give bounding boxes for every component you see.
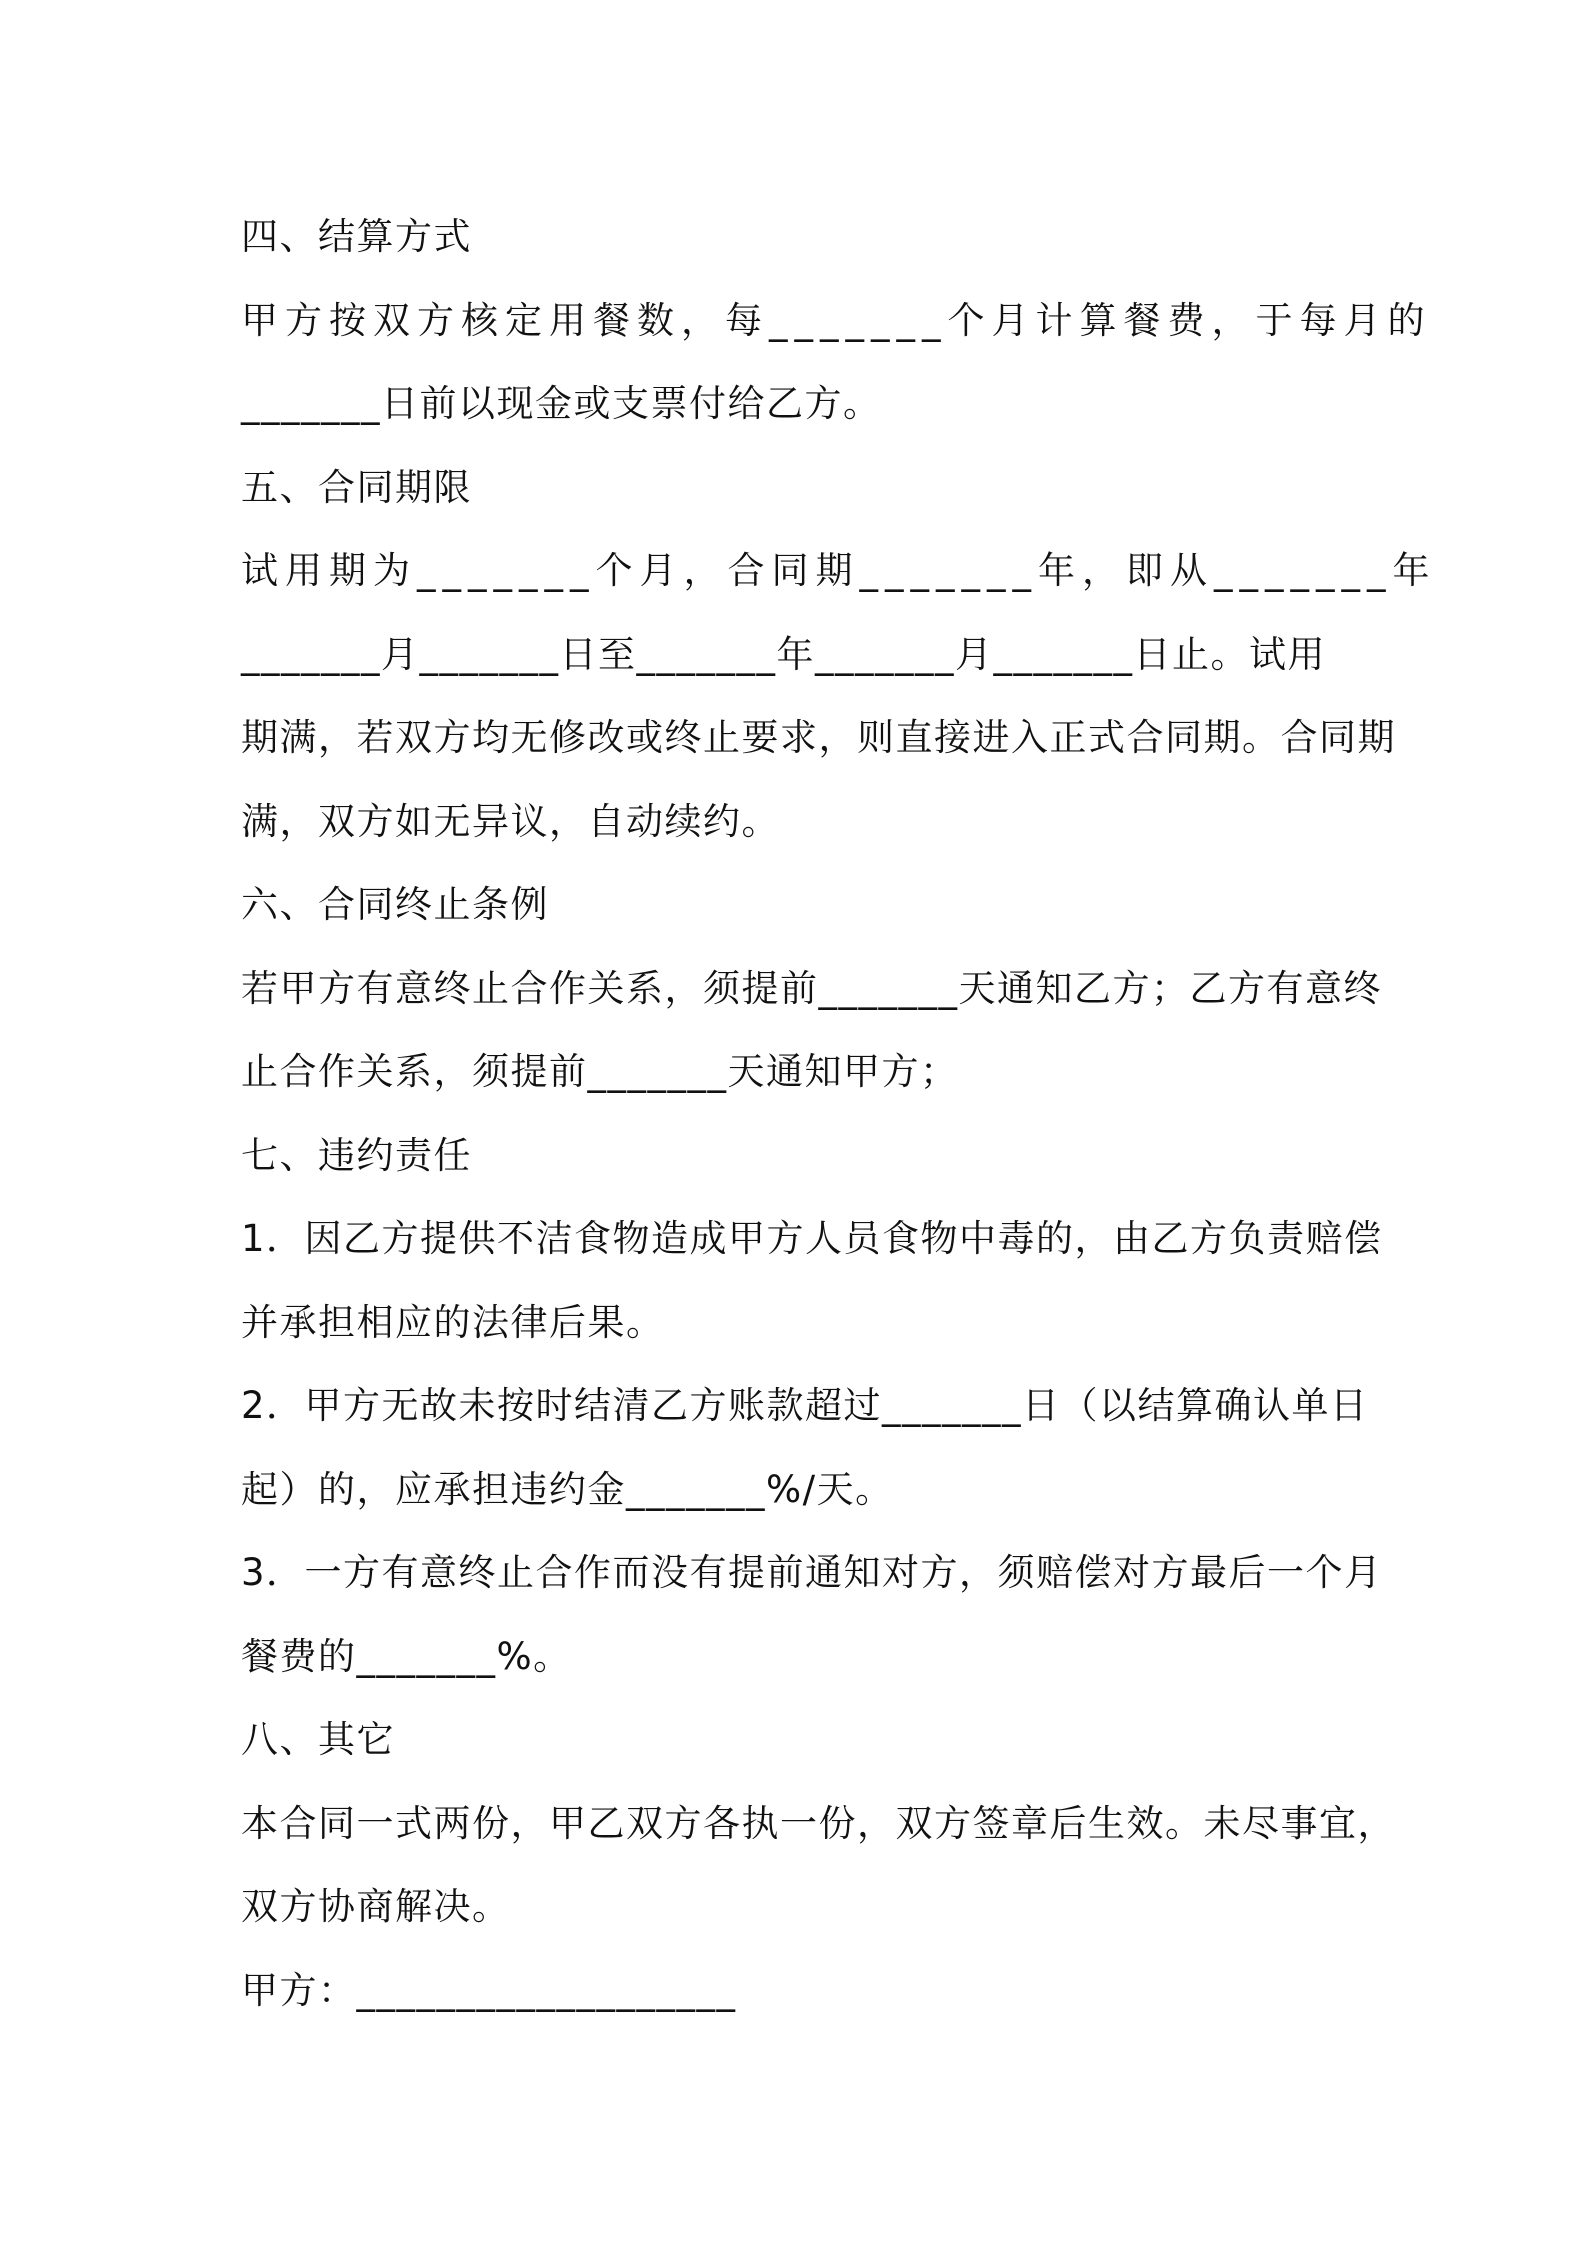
paragraph-line: 2．甲方无故未按时结清乙方账款超过_______日（以结算确认单日 [241, 1384, 1369, 1427]
signature-line-party-a: 甲方：___________________ [241, 1968, 737, 2012]
paragraph-line: 餐费的_______%。 [241, 1634, 572, 1678]
contract-body [241, 195, 1437, 2032]
paragraph-line: 并承担相应的法律后果。 [241, 1300, 665, 1344]
paragraph-line: 若甲方有意终止合作关系，须提前_______天通知乙方；乙方有意终 [241, 966, 1382, 1010]
paragraph-line: 满，双方如无异议，自动续约。 [241, 799, 780, 843]
paragraph-line: 本合同一式两份，甲乙双方各执一份，双方签章后生效。未尽事宜， [241, 1801, 1396, 1845]
section-heading-settlement: 四、结算方式 [241, 215, 472, 258]
paragraph-line: 甲方按双方核定用餐数，每_______个月计算餐费，于每月的 [241, 298, 1432, 342]
section-heading-termination: 六、合同终止条例 [241, 883, 549, 926]
section-heading-term: 五、合同期限 [241, 465, 472, 509]
paragraph-line: 双方协商解决。 [241, 1885, 511, 1928]
paragraph-line: 3．一方有意终止合作而没有提前通知对方，须赔偿对方最后一个月 [241, 1551, 1383, 1594]
section-heading-liability: 七、违约责任 [241, 1133, 472, 1177]
paragraph-line: _______月_______日至_______年_______月_______日止。试用 [241, 632, 1326, 676]
paragraph-line: _______日前以现金或支票付给乙方。 [241, 382, 882, 425]
paragraph-line: 起）的，应承担违约金_______%/天。 [241, 1467, 894, 1511]
section-heading-other: 八、其它 [241, 1718, 395, 1761]
paragraph-line: 试用期为_______个月，合同期_______年，即从_______年 [241, 549, 1437, 592]
paragraph-line: 止合作关系，须提前_______天通知甲方； [241, 1050, 959, 1093]
paragraph-line: 期满，若双方均无修改或终止要求，则直接进入正式合同期。合同期 [241, 716, 1396, 759]
paragraph-line: 1．因乙方提供不洁食物造成甲方人员食物中毒的，由乙方负责赔偿 [241, 1217, 1383, 1260]
